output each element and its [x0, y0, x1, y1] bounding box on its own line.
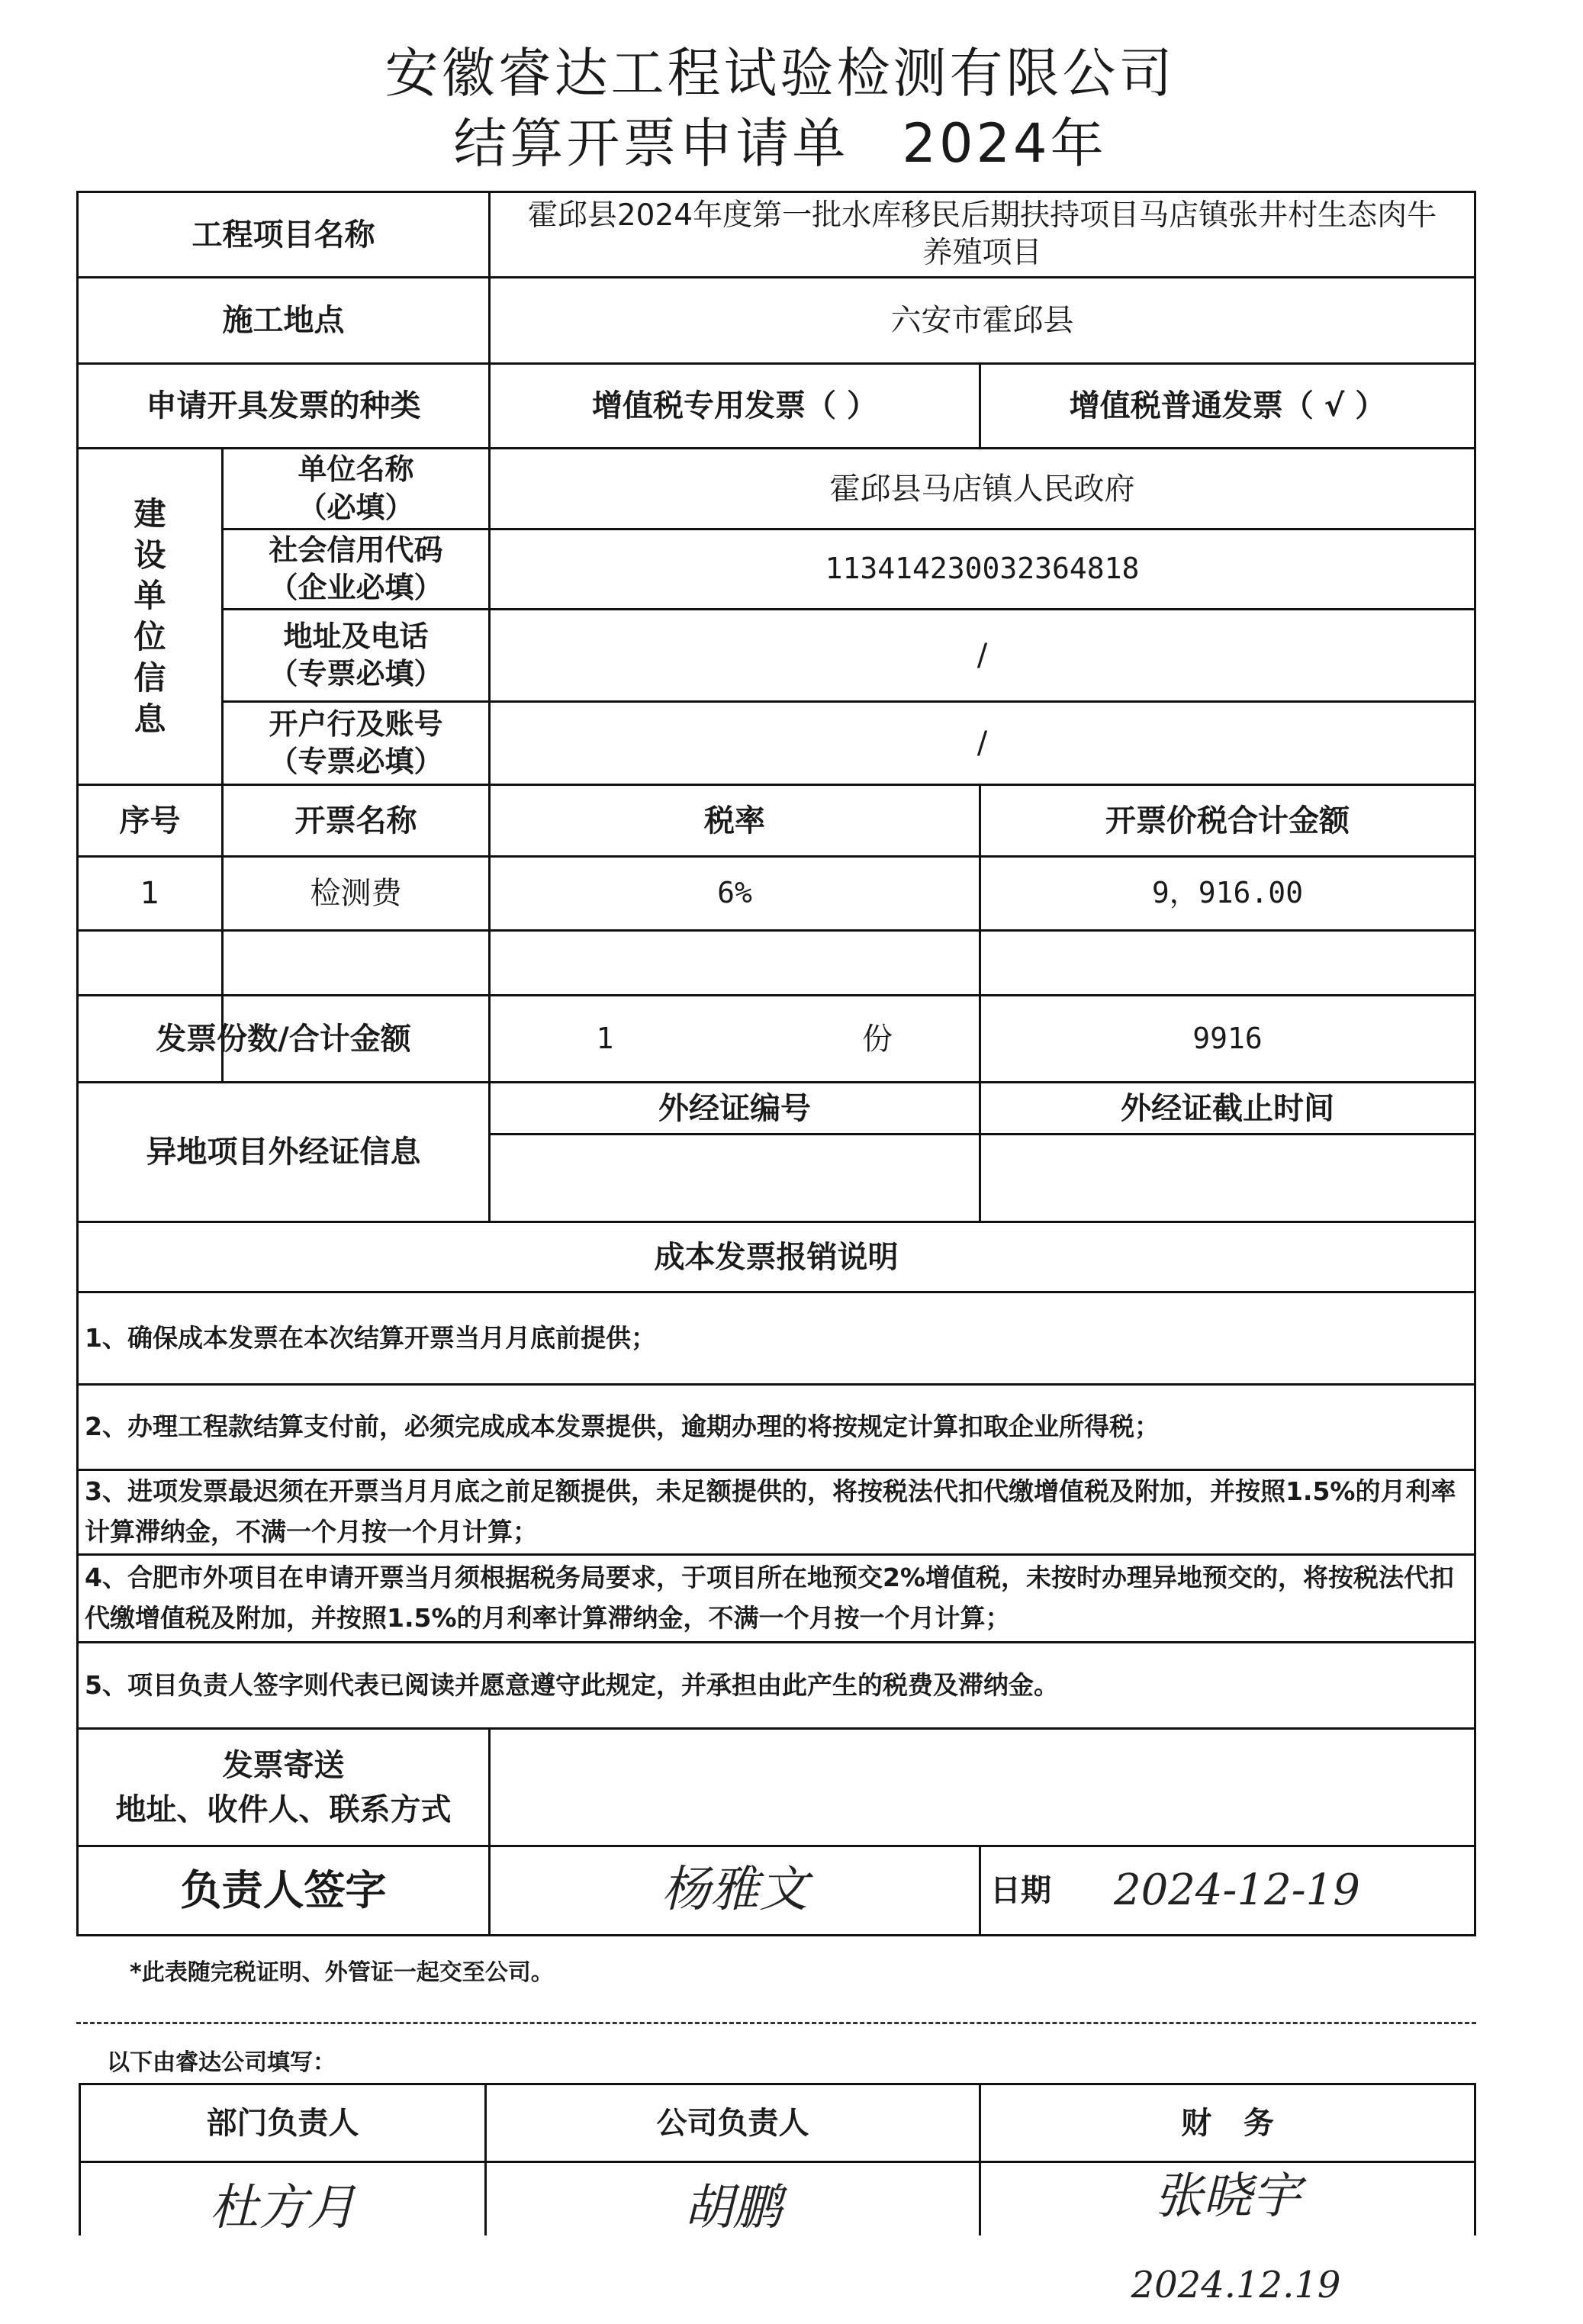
- company-head-signature: 胡鹏: [684, 2180, 782, 2237]
- unit-name-value: 霍邱县马店镇人民政府: [829, 471, 1135, 507]
- credit-code-value: 11341423003236481​8: [825, 552, 1140, 586]
- cut-line: [76, 2022, 1476, 2024]
- note-5: 5、项目负责人签字则代表已阅读并愿意遵守此规定，并承担由此产生的税费及滞纳金。: [85, 1669, 1059, 1700]
- note-3: 3、进项发票最迟须在开票当月月底之前足额提供，未足额提供的，将按税法代扣代缴增值税及附加，并按照1.5%的月利率计算滞纳金，不满一个月按一个月计算；: [85, 1476, 1456, 1547]
- site-value: 六安市霍邱县: [890, 303, 1074, 338]
- signer-label: 负责人签字: [180, 1865, 387, 1914]
- site-label: 施工地点: [222, 303, 345, 338]
- signer-signature: 杨雅文: [661, 1862, 808, 1919]
- col-header-amount: 开票价税合计金额: [1105, 803, 1350, 839]
- normal-invoice-option: 增值税普通发票（ √ ）: [1069, 388, 1386, 423]
- item-no: 1: [140, 876, 160, 911]
- note-2: 2、办理工程款结算支付前，必须完成成本发票提供，逾期办理的将按规定计算扣取企业所得税；: [85, 1411, 1160, 1442]
- form-title: [0, 101, 1560, 178]
- invoice-count-unit: 份: [862, 1021, 893, 1057]
- project-name-line1: 霍邱县2024年度第一批水库移民后期扶持项目马店镇张井村生态肉牛: [527, 198, 1437, 233]
- special-invoice-option: 增值税专用发票（ ）: [592, 388, 877, 423]
- form-title-text: 结算开票申请单: [453, 112, 849, 175]
- external-cert-number-label: 外经证编号: [658, 1090, 811, 1126]
- project-name-line2: 养殖项目: [922, 235, 1042, 270]
- dept-head-signature: 杜方月: [209, 2180, 356, 2237]
- mailing-label: 发票寄送 地址、收件人、联系方式: [115, 1747, 452, 1827]
- external-cert-deadline-label: 外经证截止时间: [1121, 1090, 1334, 1126]
- invoice-count: 1: [596, 1021, 614, 1055]
- col-header-name: 开票名称: [294, 803, 417, 839]
- company-head-label: 公司负责人: [656, 2105, 809, 2141]
- finance-date: 2024.12.19: [1131, 2263, 1341, 2306]
- dept-head-label: 部门负责人: [206, 2105, 359, 2141]
- form-year: 2024年: [902, 112, 1107, 175]
- address-phone-label: 地址及电话 （专票必填）: [269, 619, 443, 690]
- totals-label: 发票份数/合计金额: [156, 1021, 411, 1057]
- note-4: 4、合肥市外项目在申请开票当月须根据税务局要求，于项目所在地预交2%增值税，未按时办理异地预交的，将按税法代扣代缴增值税及附加，并按照1.5%的月利率计算滞纳金，不满一个月按一个月计算；: [85, 1563, 1454, 1633]
- builder-info-group-label: 建 设 单 位 信 息: [134, 494, 166, 738]
- col-header-rate: 税率: [704, 803, 765, 839]
- total-amount: 9916: [1192, 1021, 1263, 1055]
- date-value: 2024-12-19: [1114, 1865, 1360, 1915]
- invoice-type-label: 申请开具发票的种类: [146, 388, 421, 423]
- item-name: 检测费: [310, 876, 402, 911]
- project-name-value: [491, 193, 1474, 276]
- external-cert-label: 异地项目外经证信息: [146, 1135, 421, 1170]
- company-name: 安徽睿达工程试验检测有限公司: [384, 42, 1176, 105]
- note-1: 1、确保成本发票在本次结算开票当月月底前提供；: [85, 1322, 656, 1353]
- finance-label: 财 务: [1181, 2105, 1274, 2141]
- finance-signature: 张晓宇: [1154, 2168, 1301, 2226]
- item-rate: 6%: [717, 876, 752, 910]
- unit-name-label: 单位名称 （必填）: [298, 452, 414, 524]
- item-amount: 9，916.00: [1151, 876, 1304, 910]
- company-section-caption: 以下由睿达公司填写：: [107, 2049, 336, 2076]
- credit-code-label: 社会信用代码 （企业必填）: [269, 533, 443, 604]
- address-phone-value: /: [977, 638, 988, 673]
- footnote: *此表随完税证明、外管证一起交至公司。: [130, 1959, 554, 1986]
- date-label: 日期: [990, 1873, 1051, 1908]
- notes-title: 成本发票报销说明: [654, 1239, 899, 1275]
- col-header-no: 序号: [119, 803, 181, 839]
- bank-account-label: 开户行及账号 （专票必填）: [269, 707, 443, 778]
- bank-account-value: /: [977, 726, 988, 761]
- project-name-label: 工程项目名称: [191, 217, 375, 253]
